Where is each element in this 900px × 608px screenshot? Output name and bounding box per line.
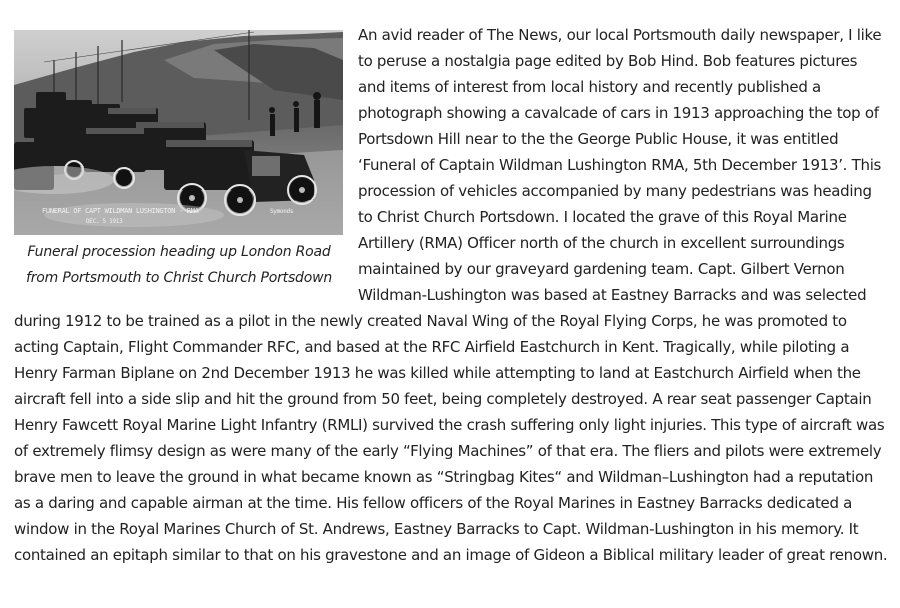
- article: [14, 22, 888, 568]
- photo-caption: Funeral procession heading up London Road from Portsmouth to Christ Church Portsdown: [25, 244, 333, 286]
- photo-inscription-date: DEC. 5 1913: [86, 218, 123, 225]
- photo-inscription: FUNERAL OF CAPT WILDMAN LUSHINGTON - RMA: [42, 207, 199, 215]
- article-body: An avid reader of The News, our local Portsmouth daily newspaper, I like to peruse a nostalgia page edited by Bob Hind. Bob features pictures and items of interest from local history and recently published a photograph showing a cavalcade of cars in 1913 approaching the top of Portsdown Hill near to the the George Public House, it was entitled ‘Funeral of Captain Wildman Lushington RMA, 5th December 1913’. This procession of vehicles accompanied by many pedestrians was heading to Christ Church Portsdown. I located the grave of this Royal Marine Artillery (RMA) Officer north of the church in excellent surroundings maintained by our graveyard gardening team. Capt. Gilbert Vernon Wildman-Lushington was based at Eastney Barracks and was selected during 1912 to be trained as a pilot in the newly created Naval Wing of the Royal Flying Corps, he was promoted to acting Captain, Flight Commander RFC, and based at the RFC Airfield Eastchurch in Kent. Tragically, while piloting a Henry Farman Biplane on 2nd December 1913 he was killed while attempting to land at Eastchurch Airfield when the aircraft fell into a side slip and hit the ground from 50 feet, being completely destroyed. A rear seat passenger Captain Henry Fawcett Royal Marine Light Infantry (RMLI) survived the crash suffering only light injuries. This type of aircraft was of extremely flimsy design as were many of the early “Flying Machines” of that era. The fliers and pilots were extremely brave men to leave the ground in what became known as “Stringbag Kites“ and Wildman–Lushington had a reputation as a daring and capable airman at the time. His fellow officers of the Royal Marines in Eastney Barracks dedicated a window in the Royal Marines Church of St. Andrews, Eastney Barracks to Capt. Wildman-Lushington in his memory. It contained an epitaph similar to that on his gravestone and an image of Gideon a Biblical military leader of great renown.: [14, 26, 888, 564]
- article-figure: [14, 30, 344, 291]
- photo-credit: Symonds: [270, 208, 294, 215]
- funeral-procession-photo: [14, 30, 343, 235]
